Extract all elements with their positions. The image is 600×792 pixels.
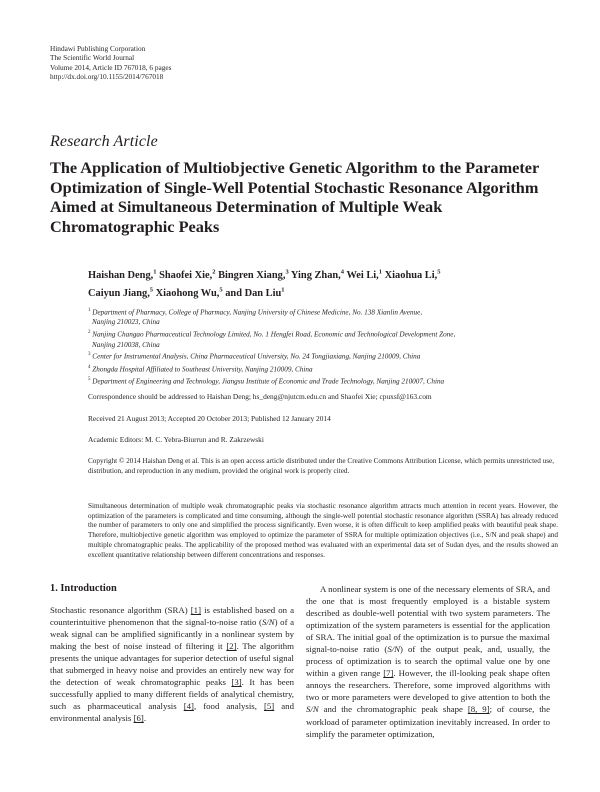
citation-link[interactable]: [2] [226,641,237,652]
affiliation-list [88,306,558,387]
affiliation: $^2$ Nanjing Changao Pharmaceutical Technology Limited, No. 1 Hengfei Road, Economic and Technological Development Zone, [88,330,456,339]
academic-editors: Academic Editors: M. C. Yebra-Biurrun and R. Zakrzewski [88,435,264,444]
citation-link[interactable]: [8, 9] [467,704,490,715]
correspondence: Correspondence should be addressed to Haishan Deng; hs_deng@njutcm.edu.cn and Shaofei Xie; cpuxsf@163.com [88,392,432,401]
citation-link[interactable]: [7] [383,668,394,679]
citation-link[interactable]: [5] [263,701,275,712]
article-dates: Received 21 August 2013; Accepted 20 October 2013; Published 12 January 2014 [88,414,331,423]
affiliation: $^4$ Zhongda Hospital Affiliated to Southeast University, Nanjing 210009, China [88,364,313,374]
affiliation: $^5$ Department of Engineering and Technology, Jiangsu Institute of Economic and Trade Technology, Nanjing 210007, China [88,377,445,386]
author: Shaofei Xie,$^2$ [159,269,216,282]
author: and Dan Liu$^1$ [225,286,285,300]
doi-link[interactable]: http://dx.doi.org/10.1155/2014/767018 [50,72,164,82]
affiliation-continuation: Nanjing 210023, China [92,318,160,327]
copyright-notice: Copyright © 2014 Haishan Deng et al. This is an open access article distributed under the Creative Commons Attribution License, which permits unrestricted use, distribution, and reproduction in any medium, provided the original work is properly cited. [88,457,555,475]
citation-link[interactable]: [6] [133,713,144,724]
affiliation: $^3$ Center for Instrumental Analysis, China Pharmaceutical University, No. 24 Tongjiaxiang, Nanjing 210009, China [88,352,421,361]
publisher-name: Hindawi Publishing Corporation [50,44,146,53]
citation-link[interactable]: [3] [231,677,242,688]
publication-header [50,44,171,82]
article-title: The Application of Multiobjective Genetic Algorithm to the Parameter Optimization of Single-Well Potential Stochastic Resonance Algorithm Aimed at Simultaneous Determination of Multiple Weak Chromatographic Peaks [50,158,539,237]
affiliation: $^1$ Department of Pharmacy, College of Pharmacy, Nanjing University of Chinese Medicine, No. 138 Xianlin Avenue, [88,308,423,317]
author-list [88,266,548,302]
intro-right-column: A nonlinear system is one of the necessary elements of SRA, and the one that is most frequently employed is a bistable system described as double-well potential with two system parameters. The optimization of the system parameters is essential for the application of SRA. The initial goal of the optimization is to pursue the maximal signal-to-noise ratio (S/N) of the output peak, and, usually, the process of optimization is to search the optimal value one by one within a given range [7]. However, the ill-looking peak shape often annoys the researchers. Therefore, some improved algorithms with two or more parameters were developed to give attention to both the S/N and the chromatographic peak shape [8, 9]; of course, the workload of parameter optimization inevitably increased. In order to simplify the parameter optimization, [306,584,550,739]
citation-link[interactable]: [4] [183,701,194,712]
author: Bingren Xiang,$^3$ [218,269,289,282]
author: Caiyun Jiang,$^5$ [88,286,154,300]
author: Xiaohua Li,$^5$ [384,269,441,282]
author: Ying Zhan,$^4$ [290,269,345,282]
author: Xiaohong Wu,$^5$ [155,286,223,300]
journal-name: The Scientific World Journal [50,53,135,63]
intro-left-column: Stochastic resonance algorithm (SRA) [1] is established based on a counterintuitive phenomenon that the signal-to-noise ratio (S/N) of a weak signal can be amplified significantly in a nonlinear system by making the best of noise instead of filtering it [2]. The algorithm presents the unique advantages for superior detection of useful signal that submerged in heavy noise and provides an entirely new way for the detection of weak chromatographic peaks [3]. It has been successfully applied to many different fields of analytical chemistry, such as pharmaceutical analysis [4], food analysis, [5] and environmental analysis [6]. [50,605,295,724]
volume-line: Volume 2014, Article ID 767018, 6 pages [50,62,172,72]
citation-link[interactable]: [1] [190,605,202,615]
abstract: Simultaneous determination of multiple weak chromatographic peaks via stochastic resonance algorithm attracts much attention in recent years. However, the optimization of the parameters is complicated and time consuming, although the single-well potential stochastic resonance algorithm (SSRA) has already reduced the number of parameters to only one and simplified the process significantly. Even worse, it is often difficult to keep amplified peaks with beautiful peak shape. Therefore, multiobjective genetic algorithm was employed to optimize the parameter of SSRA for multiple optimization objectives (i.e., S/N and peak shape) and multiple chromatographic peaks. The applicability of the proposed method was evaluated with an experimental data set of Sudan dyes, and the results showed an excellent quantitative relationship between different concentrations and responses. [88,502,558,559]
article-type: Research Article [50,133,158,150]
author: Wei Li,$^1$ [346,269,383,282]
section-heading-introduction: 1. Introduction [50,583,117,594]
author: Haishan Deng,$^1$ [88,269,157,282]
affiliation-continuation: Nanjing 210038, China [92,340,160,349]
